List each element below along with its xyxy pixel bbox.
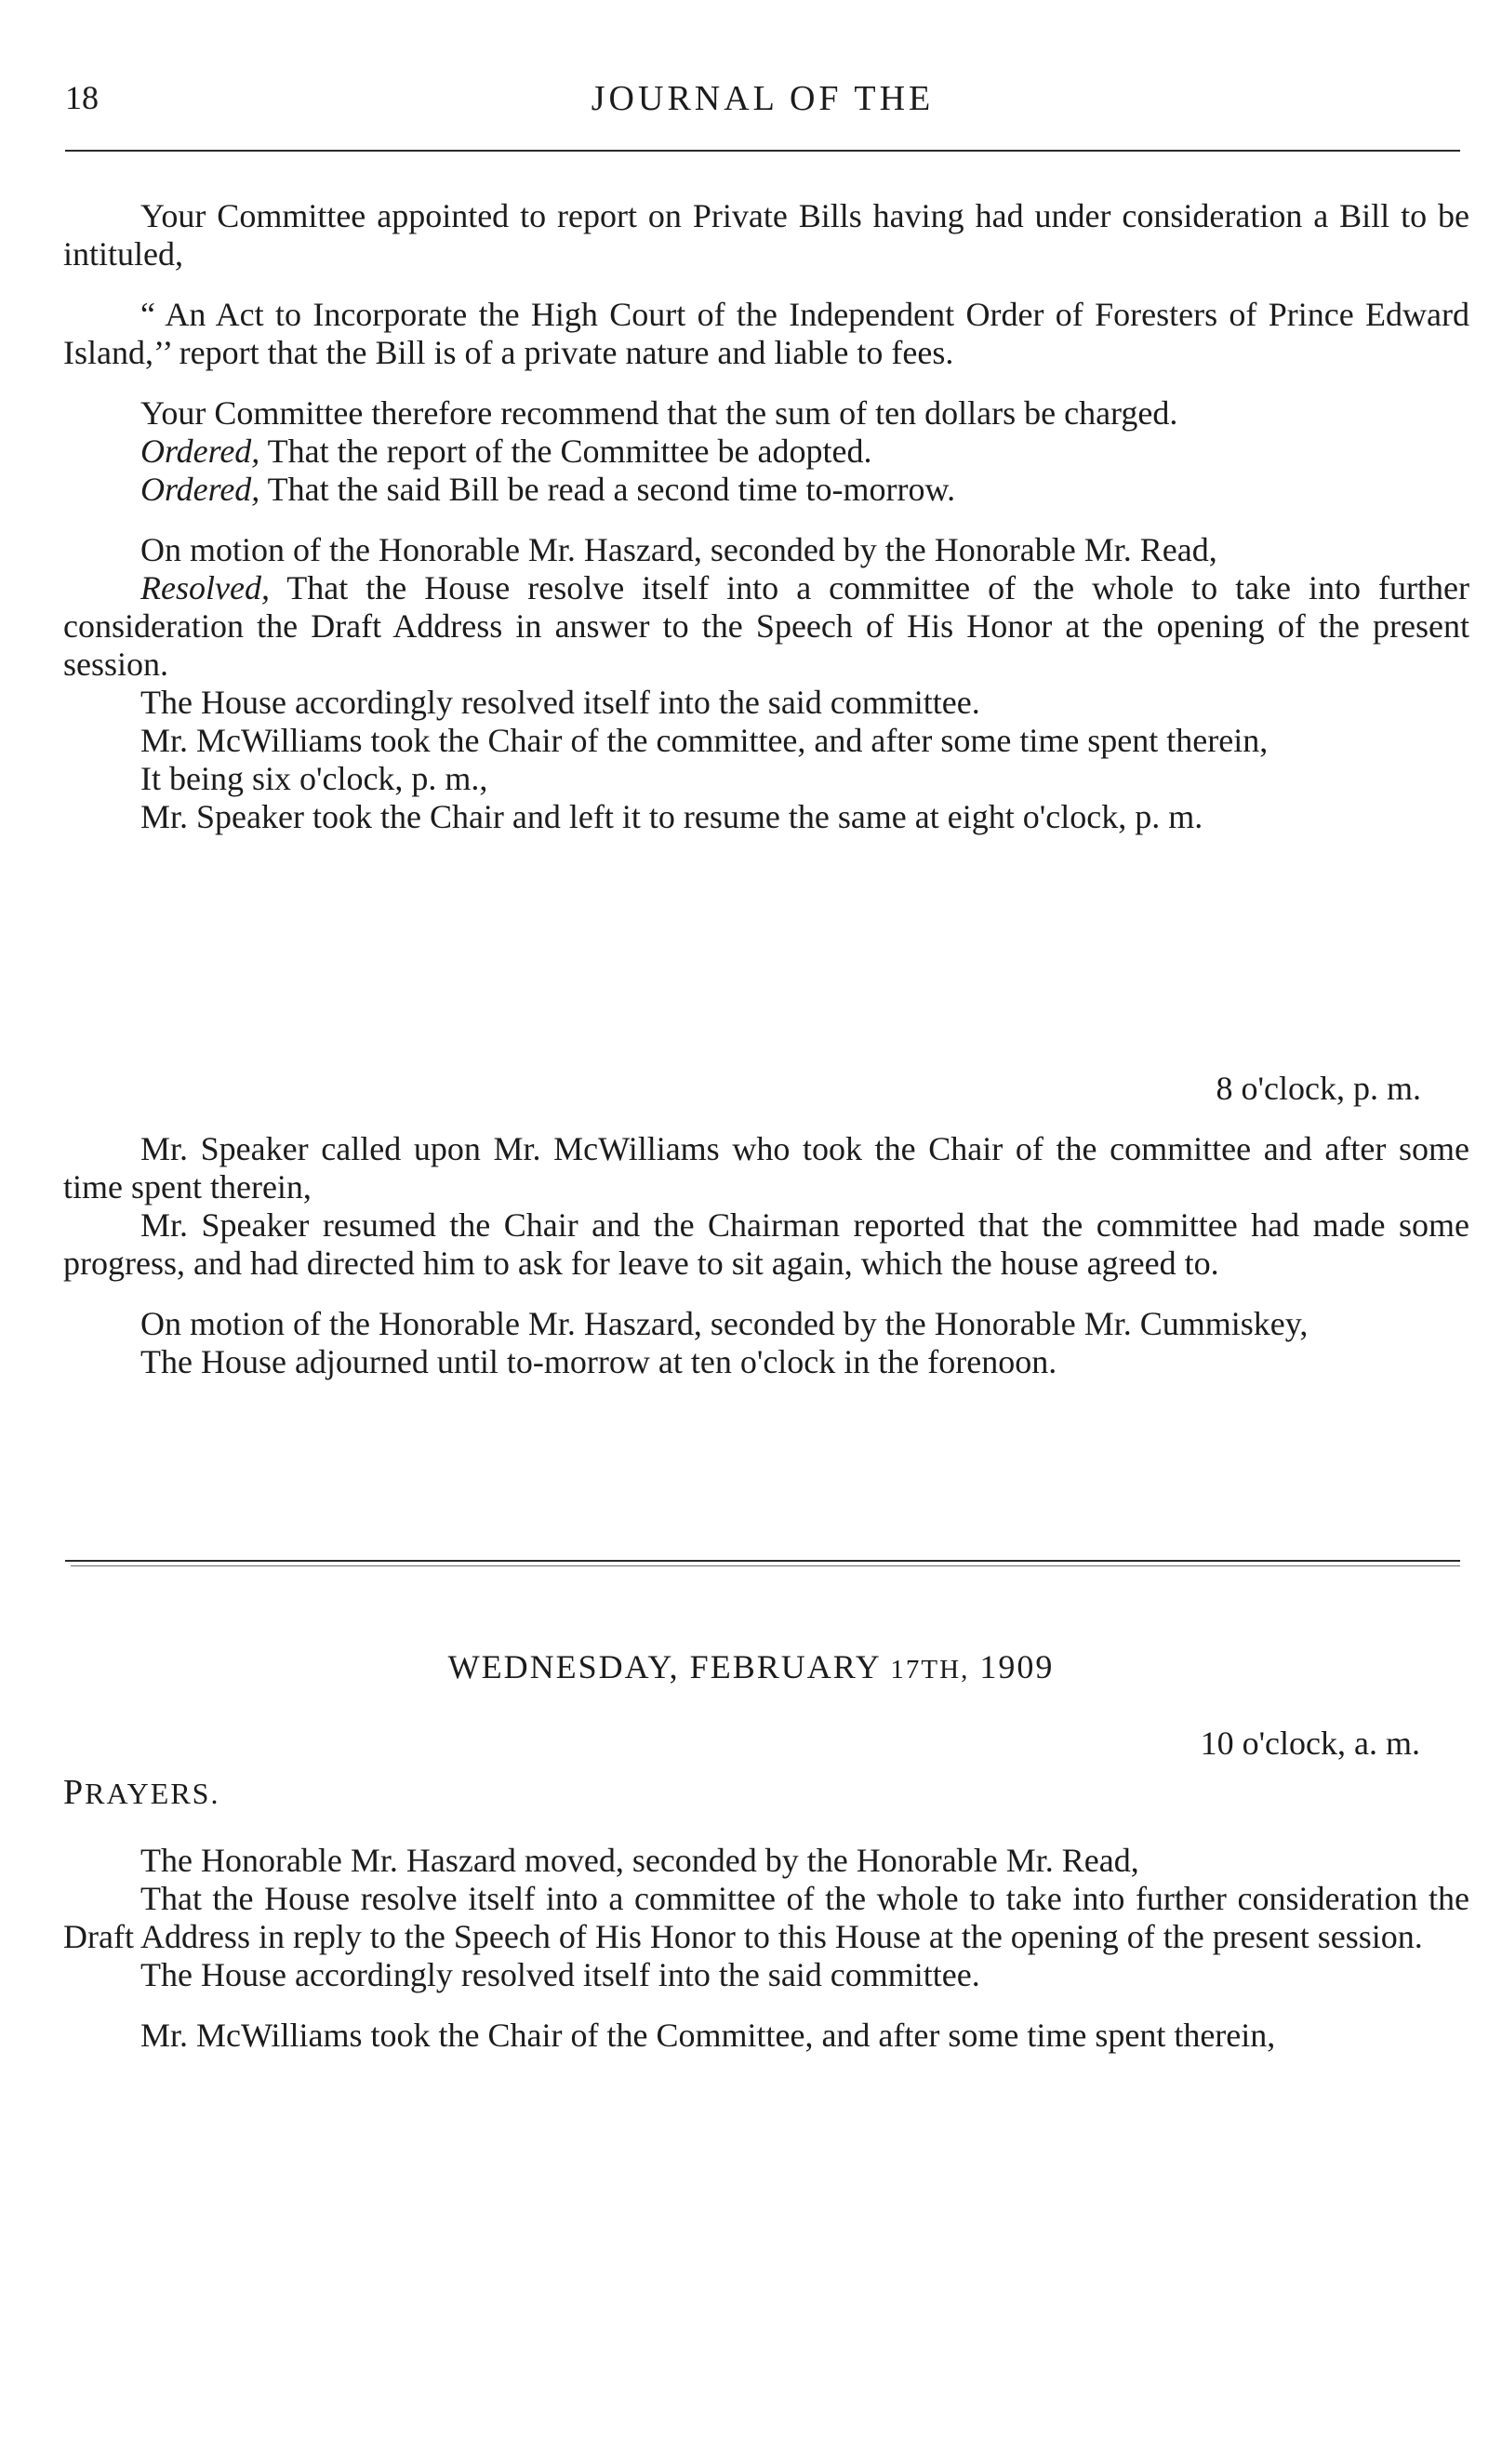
report-paragraph: Your Committee appointed to report on Private Bills having had under consideration a Bill to be intituled, (63, 197, 1469, 273)
ordered-text: That the said Bill be read a second time to-morrow. (259, 471, 956, 508)
ordered-text: That the report of the Committee be adopted. (259, 433, 872, 470)
bill-title-paragraph: “ An Act to Incorporate the High Court of the Independent Order of Foresters of Prince Edward Island,’’ report that the Bill is of a private nature and liable to fees. (63, 296, 1469, 371)
ordered-label: Ordered, (140, 433, 260, 470)
chair-paragraph: Mr. McWilliams took the Chair of the committee, and after some time spent therein, (140, 722, 1269, 759)
resolved-paragraph (63, 569, 1469, 684)
speaker-paragraph: Mr. Speaker took the Chair and left it to resume the same at eight o'clock, p. m. (140, 798, 1203, 835)
running-head (65, 78, 1460, 125)
motion-paragraph: On motion of the Honorable Mr. Haszard, seconded by the Honorable Mr. Cummiskey, (140, 1305, 1309, 1342)
recommendation-paragraph: Your Committee therefore recommend that the sum of ten dollars be charged. (140, 394, 1178, 432)
ordered-paragraph (63, 471, 1469, 509)
motion-paragraph: The Honorable Mr. Haszard moved, seconded by the Honorable Mr. Read, (140, 1842, 1139, 1879)
prayers-initial: P (63, 1773, 86, 1812)
resolved-text: That the House resolve itself into a committee of the whole to take into further consideration the Draft Address in answer to the Speech of His Honor at the opening of the present session. (63, 569, 1469, 683)
date-year: 1909 (979, 1648, 1055, 1685)
sitting-time: 8 o'clock, p. m. (1216, 1070, 1421, 1107)
speaker-resumed-paragraph: Mr. Speaker resumed the Chair and the Chairman reported that the committee had made some progress, and had directed him to ask for leave to sit again, which the house agreed to. (63, 1206, 1469, 1282)
committee-paragraph: The House accordingly resolved itself into the said committee. (140, 1956, 980, 1993)
ordered-paragraph (63, 433, 1469, 471)
date-weekday-month: WEDNESDAY, FEBRUARY (447, 1648, 881, 1685)
running-title: JOURNAL OF THE (591, 79, 935, 118)
prayers-rest: RAYERS. (85, 1777, 220, 1810)
chair-paragraph: Mr. McWilliams took the Chair of the Committee, and after some time spent therein, (140, 2017, 1276, 2054)
committee-paragraph: The House accordingly resolved itself into the said committee. (140, 684, 980, 721)
page-number: 18 (65, 79, 99, 116)
resolved-label: Resolved, (140, 569, 270, 606)
committee-report-section (63, 197, 1469, 836)
evening-sitting-section (63, 1070, 1469, 1381)
speaker-called-paragraph: Mr. Speaker called upon Mr. McWilliams who took the Chair of the committee and after some time spent therein, (63, 1130, 1469, 1205)
section-divider-inner (71, 1565, 1460, 1566)
section-divider (65, 1560, 1460, 1562)
ordered-label: Ordered, (140, 471, 260, 508)
motion-paragraph: On motion of the Honorable Mr. Haszard, seconded by the Honorable Mr. Read, (140, 531, 1217, 568)
morning-sitting-section (63, 1842, 1469, 2055)
date-heading (0, 1647, 1502, 1686)
date-day: 17TH, (890, 1655, 970, 1685)
header-rule (65, 150, 1460, 152)
adjournment-paragraph: The House adjourned until to-morrow at ten o'clock in the forenoon. (140, 1343, 1057, 1380)
resolution-paragraph: That the House resolve itself into a committee of the whole to take into further consideration the Draft Address in reply to the Speech of His Honor to this House at the opening of the present session. (63, 1880, 1469, 1955)
time-paragraph: It being six o'clock, p. m., (140, 760, 488, 797)
prayers-heading (63, 1772, 219, 1813)
sitting-time: 10 o'clock, a. m. (1200, 1725, 1420, 1762)
